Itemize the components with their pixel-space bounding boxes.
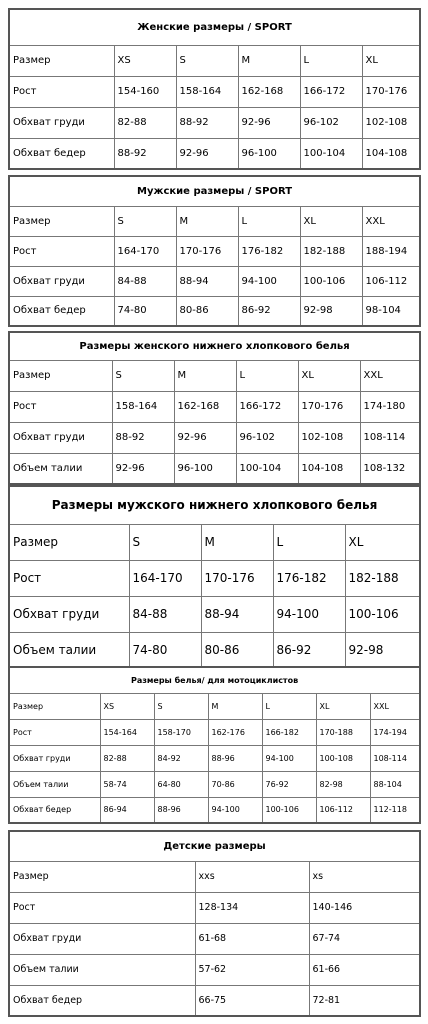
table-cell: 80-86	[176, 296, 238, 326]
table-cell: 188-194	[362, 236, 420, 266]
table-title: Женские размеры / SPORT	[9, 9, 420, 45]
table-cell: 100-104	[300, 138, 362, 169]
size-label: L	[262, 693, 316, 719]
table-cell: 162-168	[174, 391, 236, 422]
table-row	[9, 985, 420, 1016]
table-cell: 100-106	[262, 797, 316, 823]
row-label: Обхват груди	[9, 266, 114, 296]
table-cell: 158-170	[154, 719, 208, 745]
table-cell: 162-168	[238, 76, 300, 107]
table-cell: 154-160	[114, 76, 176, 107]
table-row	[9, 560, 420, 596]
row-label: Объем талии	[9, 771, 100, 797]
size-label: XXL	[362, 206, 420, 236]
row-label: Обхват груди	[9, 923, 195, 954]
table-row	[9, 107, 420, 138]
table-cell: 100-104	[236, 453, 298, 484]
table-cell: 166-182	[262, 719, 316, 745]
table-title: Детские размеры	[9, 831, 420, 861]
table-cell: 74-80	[114, 296, 176, 326]
table-row	[9, 797, 420, 823]
table-cell: 108-114	[370, 745, 420, 771]
table-cell: 102-108	[362, 107, 420, 138]
row-label: Обхват бедер	[9, 296, 114, 326]
table-cell: 88-104	[370, 771, 420, 797]
table-cell: 61-66	[309, 954, 420, 985]
table-cell: 82-88	[100, 745, 154, 771]
size-table-moto-underwear	[8, 666, 421, 824]
table-cell: 166-172	[300, 76, 362, 107]
table-cell: 92-96	[176, 138, 238, 169]
table-cell: 154-164	[100, 719, 154, 745]
row-label: Рост	[9, 719, 100, 745]
table-cell: 96-100	[174, 453, 236, 484]
row-label: Размер	[9, 693, 100, 719]
table-cell: 86-92	[273, 632, 345, 668]
table-cell: 76-92	[262, 771, 316, 797]
table-cell: 61-68	[195, 923, 309, 954]
row-label: Рост	[9, 236, 114, 266]
row-label: Рост	[9, 892, 195, 923]
table-row	[9, 745, 420, 771]
table-title: Мужские размеры / SPORT	[9, 176, 420, 206]
row-label: Размер	[9, 206, 114, 236]
table-row	[9, 296, 420, 326]
table-cell: 104-108	[298, 453, 360, 484]
table-cell: 84-88	[114, 266, 176, 296]
size-label: L	[273, 524, 345, 560]
table-cell: 100-106	[300, 266, 362, 296]
table-cell: 112-118	[370, 797, 420, 823]
table-cell: 67-74	[309, 923, 420, 954]
row-label: Размер	[9, 45, 114, 76]
size-label: L	[238, 206, 300, 236]
table-cell: 162-176	[208, 719, 262, 745]
row-label: Обхват груди	[9, 422, 112, 453]
table-cell: 86-94	[100, 797, 154, 823]
row-label: Обхват груди	[9, 596, 129, 632]
table-cell: 106-112	[316, 797, 370, 823]
table-cell: 140-146	[309, 892, 420, 923]
table-row	[9, 453, 420, 484]
table-header-row	[9, 206, 420, 236]
row-label: Рост	[9, 76, 114, 107]
size-label: M	[238, 45, 300, 76]
size-label: xs	[309, 861, 420, 892]
table-cell: 174-180	[360, 391, 420, 422]
table-cell: 88-92	[112, 422, 174, 453]
table-row	[9, 719, 420, 745]
table-cell: 158-164	[112, 391, 174, 422]
size-table-kids	[8, 830, 421, 1017]
table-cell: 58-74	[100, 771, 154, 797]
table-cell: 96-102	[236, 422, 298, 453]
table-cell: 170-188	[316, 719, 370, 745]
table-cell: 92-98	[345, 632, 420, 668]
row-label: Обхват груди	[9, 745, 100, 771]
table-cell: 170-176	[176, 236, 238, 266]
table-row	[9, 632, 420, 668]
row-label: Рост	[9, 560, 129, 596]
size-label: L	[300, 45, 362, 76]
row-label: Размер	[9, 524, 129, 560]
table-cell: 94-100	[273, 596, 345, 632]
table-cell: 84-92	[154, 745, 208, 771]
table-row	[9, 596, 420, 632]
table-cell: 94-100	[262, 745, 316, 771]
table-cell: 94-100	[238, 266, 300, 296]
size-label: XS	[100, 693, 154, 719]
table-row	[9, 771, 420, 797]
table-cell: 80-86	[201, 632, 273, 668]
table-header-row	[9, 861, 420, 892]
table-cell: 100-106	[345, 596, 420, 632]
table-cell: 182-188	[300, 236, 362, 266]
table-row	[9, 266, 420, 296]
size-label: xxs	[195, 861, 309, 892]
table-row	[9, 954, 420, 985]
table-cell: 108-132	[360, 453, 420, 484]
table-cell: 57-62	[195, 954, 309, 985]
size-label: L	[236, 360, 298, 391]
table-cell: 176-182	[273, 560, 345, 596]
table-cell: 88-92	[176, 107, 238, 138]
row-label: Обхват бедер	[9, 985, 195, 1016]
size-label: M	[208, 693, 262, 719]
table-cell: 70-86	[208, 771, 262, 797]
row-label: Размер	[9, 360, 112, 391]
table-cell: 174-194	[370, 719, 420, 745]
table-cell: 82-98	[316, 771, 370, 797]
table-title: Размеры мужского нижнего хлопкового белья	[9, 486, 420, 524]
row-label: Объем талии	[9, 632, 129, 668]
table-row	[9, 422, 420, 453]
size-label: XXL	[360, 360, 420, 391]
table-cell: 166-172	[236, 391, 298, 422]
table-row	[9, 923, 420, 954]
row-label: Объем талии	[9, 453, 112, 484]
table-title: Размеры женского нижнего хлопкового белья	[9, 332, 420, 360]
table-cell: 88-96	[154, 797, 208, 823]
table-header-row	[9, 360, 420, 391]
size-label: M	[174, 360, 236, 391]
table-cell: 66-75	[195, 985, 309, 1016]
size-label: XL	[316, 693, 370, 719]
size-table-women-underwear	[8, 331, 421, 485]
table-cell: 158-164	[176, 76, 238, 107]
row-label: Обхват бедер	[9, 797, 100, 823]
size-table-women-sport	[8, 8, 421, 170]
table-cell: 92-96	[238, 107, 300, 138]
table-cell: 164-170	[129, 560, 201, 596]
size-label: S	[112, 360, 174, 391]
table-cell: 170-176	[362, 76, 420, 107]
size-label: XXL	[370, 693, 420, 719]
table-cell: 88-94	[176, 266, 238, 296]
table-cell: 182-188	[345, 560, 420, 596]
table-header-row	[9, 693, 420, 719]
size-label: S	[176, 45, 238, 76]
size-table-men-underwear	[8, 485, 421, 669]
size-label: S	[114, 206, 176, 236]
table-cell: 74-80	[129, 632, 201, 668]
size-label: XL	[298, 360, 360, 391]
table-cell: 100-108	[316, 745, 370, 771]
table-cell: 164-170	[114, 236, 176, 266]
table-cell: 92-98	[300, 296, 362, 326]
table-row	[9, 138, 420, 169]
size-label: S	[129, 524, 201, 560]
table-row	[9, 236, 420, 266]
table-header-row	[9, 524, 420, 560]
table-cell: 86-92	[238, 296, 300, 326]
table-cell: 98-104	[362, 296, 420, 326]
size-label: XL	[345, 524, 420, 560]
table-cell: 82-88	[114, 107, 176, 138]
row-label: Объем талии	[9, 954, 195, 985]
table-header-row	[9, 45, 420, 76]
table-cell: 92-96	[112, 453, 174, 484]
row-label: Рост	[9, 391, 112, 422]
table-row	[9, 391, 420, 422]
table-cell: 84-88	[129, 596, 201, 632]
row-label: Обхват бедер	[9, 138, 114, 169]
table-cell: 102-108	[298, 422, 360, 453]
table-cell: 92-96	[174, 422, 236, 453]
table-cell: 128-134	[195, 892, 309, 923]
table-cell: 88-92	[114, 138, 176, 169]
table-cell: 176-182	[238, 236, 300, 266]
table-cell: 64-80	[154, 771, 208, 797]
size-label: S	[154, 693, 208, 719]
table-cell: 72-81	[309, 985, 420, 1016]
table-cell: 170-176	[201, 560, 273, 596]
size-label: M	[176, 206, 238, 236]
table-row	[9, 76, 420, 107]
size-table-men-sport	[8, 175, 421, 327]
table-cell: 104-108	[362, 138, 420, 169]
table-cell: 94-100	[208, 797, 262, 823]
table-cell: 96-102	[300, 107, 362, 138]
row-label: Размер	[9, 861, 195, 892]
table-cell: 108-114	[360, 422, 420, 453]
table-title: Размеры белья/ для мотоциклистов	[9, 667, 420, 693]
size-label: XL	[362, 45, 420, 76]
table-cell: 96-100	[238, 138, 300, 169]
row-label: Обхват груди	[9, 107, 114, 138]
size-label: XL	[300, 206, 362, 236]
table-cell: 88-96	[208, 745, 262, 771]
size-label: M	[201, 524, 273, 560]
size-label: XS	[114, 45, 176, 76]
table-row	[9, 892, 420, 923]
table-cell: 170-176	[298, 391, 360, 422]
table-cell: 88-94	[201, 596, 273, 632]
table-cell: 106-112	[362, 266, 420, 296]
